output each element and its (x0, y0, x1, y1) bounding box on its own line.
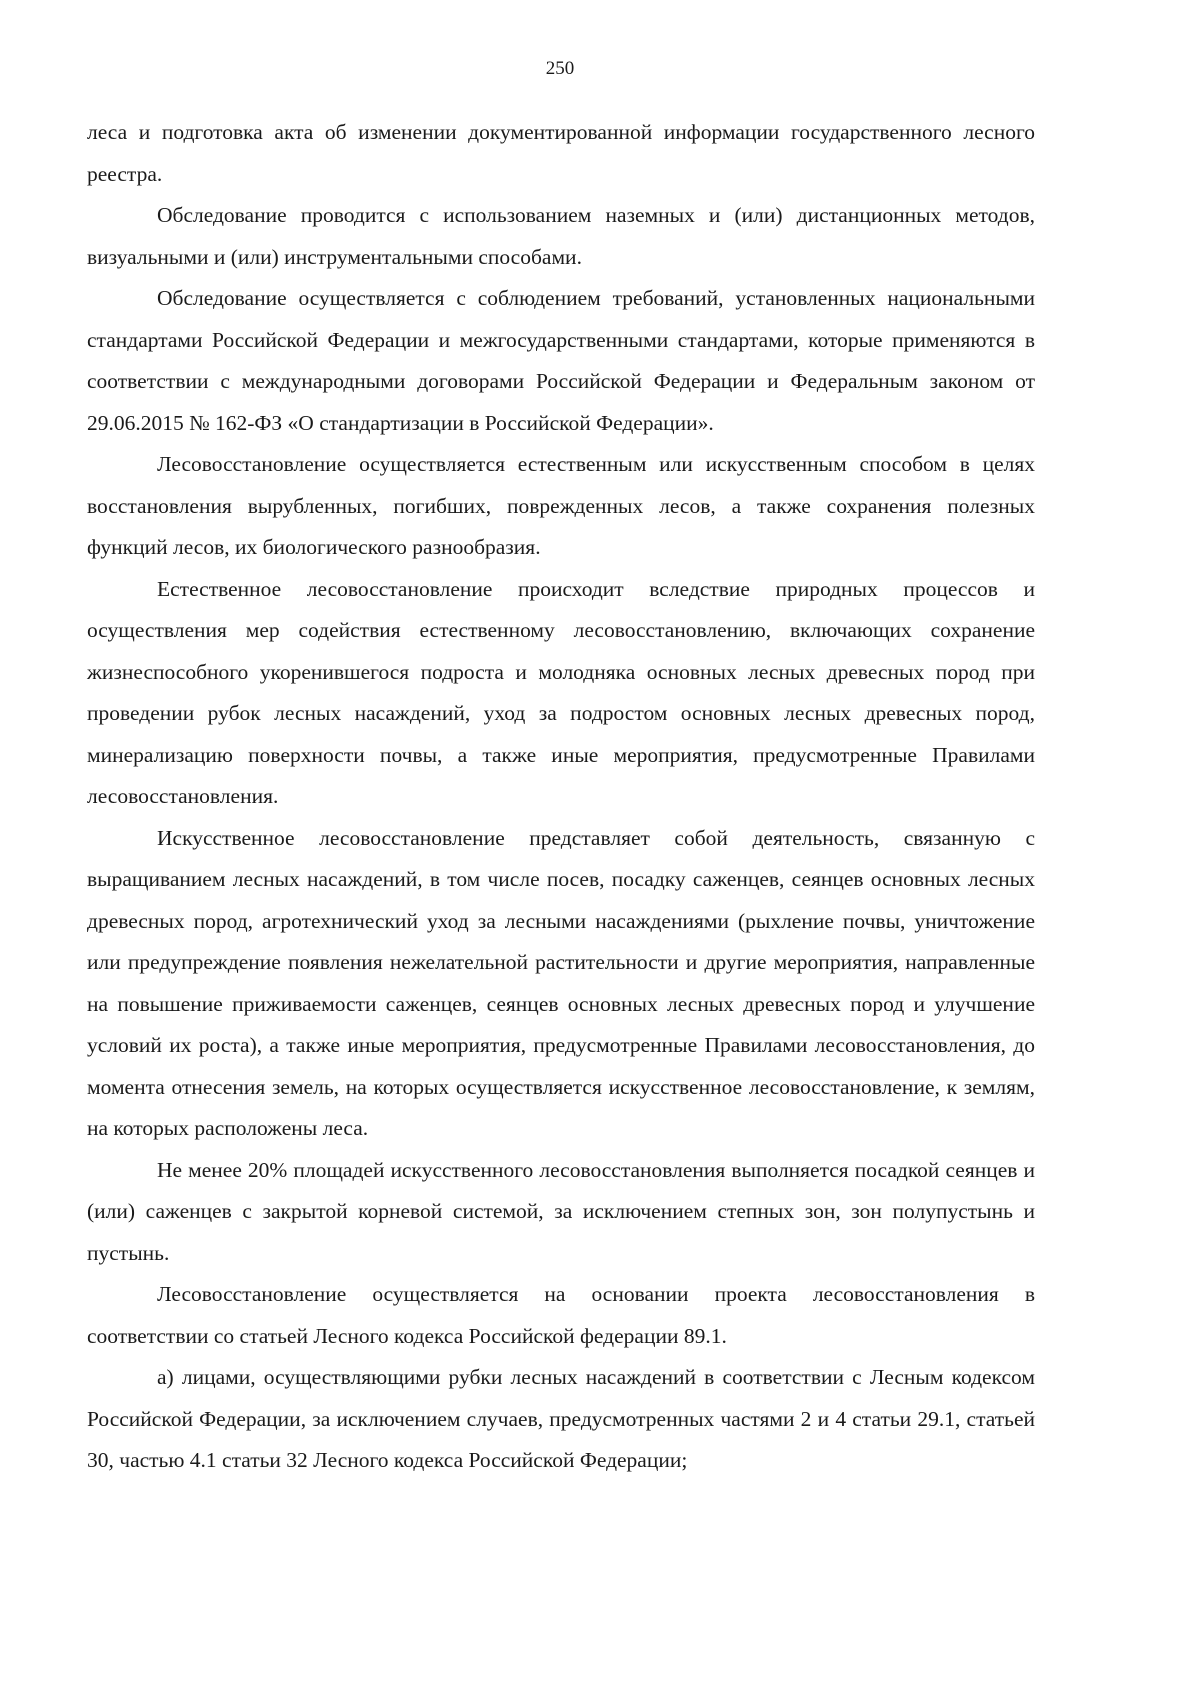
document-body (87, 112, 1035, 1482)
page-number: 250 (545, 58, 575, 79)
paragraph-3: Обследование осуществляется с соблюдением требований, установленных национальными стандартами Российской Федерации и межгосударственными стандартами, которые применяются в соответствии с международными договорами Российской Федерации и Федеральным законом от 29.06.2015 № 162-ФЗ «О стандартизации в Российской Федерации». (87, 286, 1035, 435)
paragraph-2: Обследование проводится с использованием наземных и (или) дистанционных методов, визуальными и (или) инструментальными способами. (87, 203, 1035, 269)
paragraph-7: Не менее 20% площадей искусственного лесовосстановления выполняется посадкой сеянцев и (или) саженцев с закрытой корневой системой, за исключением степных зон, зон полупустынь и пустынь. (87, 1157, 1035, 1265)
paragraph-4: Лесовосстановление осуществляется естественным или искусственным способом в целях восстановления вырубленных, погибших, поврежденных лесов, а также сохранения полезных функций лесов, их биологического разнообразия. (87, 452, 1035, 559)
paragraph-9: а) лицами, осуществляющими рубки лесных насаждений в соответствии с Лесным кодексом Российской Федерации, за исключением случаев, предусмотренных частями 2 и 4 статьи 29.1, статьей 30, частью 4.1 статьи 32 Лесного кодекса Российской Федерации; (87, 1365, 1035, 1472)
paragraph-1: леса и подготовка акта об изменении документированной информации государственного лесного реестра. (87, 120, 1035, 186)
paragraph-8: Лесовосстановление осуществляется на основании проекта лесовосстановления в соответствии со статьей Лесного кодекса Российской федерации 89.1. (87, 1282, 1035, 1348)
paragraph-5: Естественное лесовосстановление происходит вследствие природных процессов и осуществления мер содействия естественному лесовосстановлению, включающих сохранение жизнеспособного укоренившегося подроста и молодняка основных лесных древесных пород при проведении рубок лесных насаждений, уход за подростом основных лесных древесных пород, минерализацию поверхности почвы, а также иные мероприятия, предусмотренные Правилами лесовосстановления. (87, 576, 1035, 808)
paragraph-6: Искусственное лесовосстановление представляет собой деятельность, связанную с выращиванием лесных насаждений, в том числе посев, посадку саженцев, сеянцев основных лесных древесных пород, агротехнический уход за лесными насаждениями (рыхление почвы, уничтожение или предупреждение появления нежелательной растительности и другие мероприятия, направленные на повышение приживаемости саженцев, сеянцев основных лесных древесных пород и улучшение условий их роста), а также иные мероприятия, предусмотренные Правилами лесовосстановления, до момента отнесения земель, на которых осуществляется искусственное лесовосстановление, к землям, на которых расположены леса. (87, 825, 1035, 1140)
